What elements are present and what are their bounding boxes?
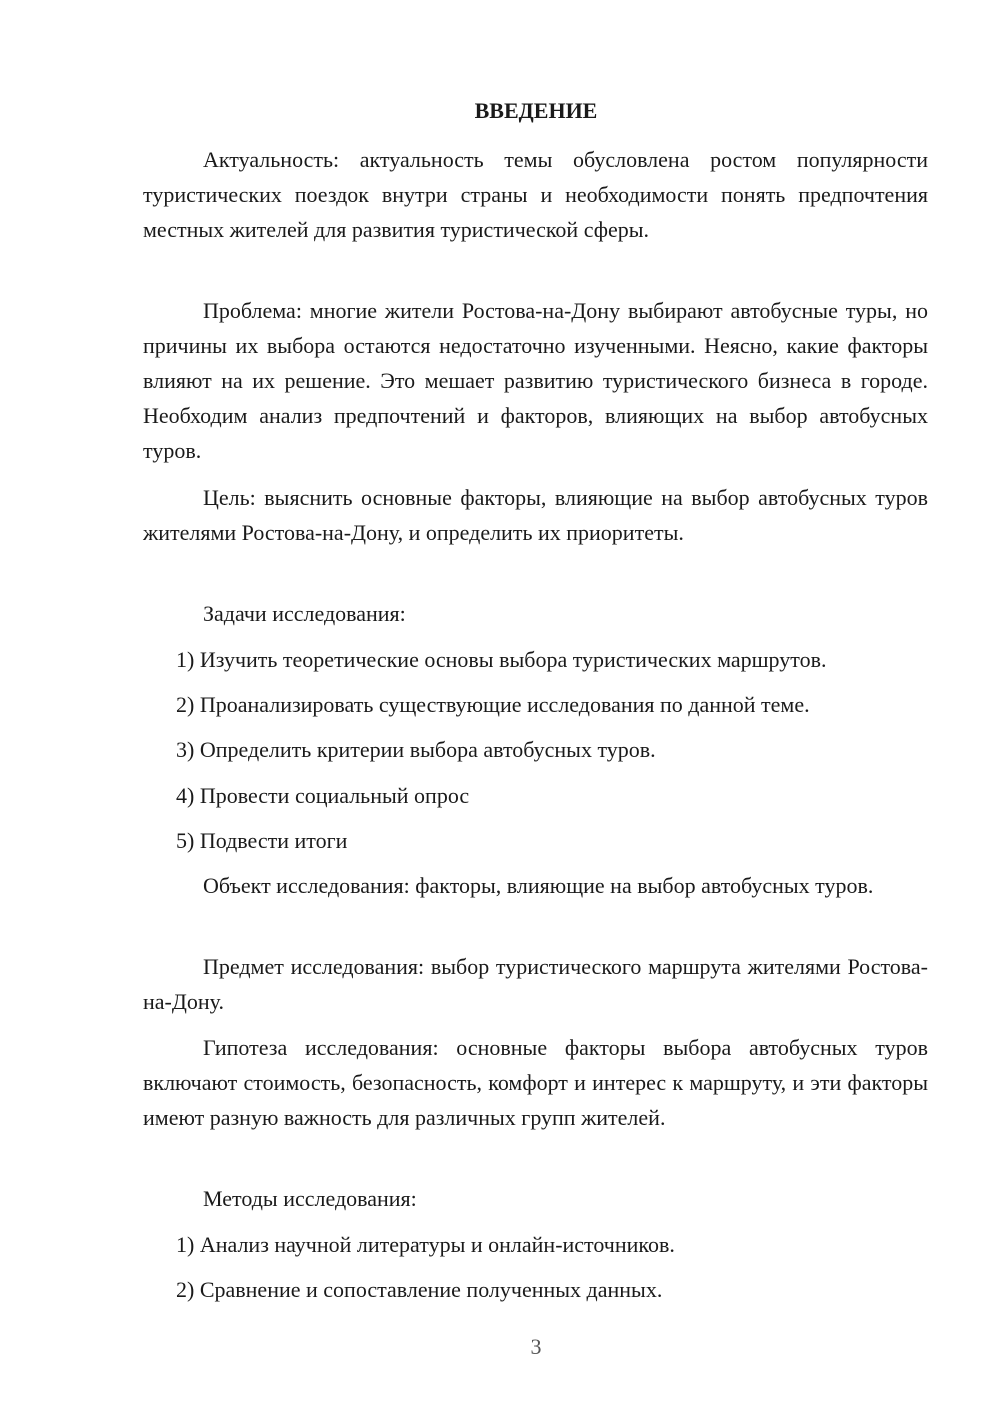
object-paragraph: Объект исследования: факторы, влияющие на выбор автобусных туров. — [203, 873, 874, 898]
hypothesis-paragraph: Гипотеза исследования: основные факторы выбора автобусных туров включают стоимость, безопасность, комфорт и интерес к маршруту, и эти факторы имеют разную важность для различных групп жителей. — [143, 1035, 928, 1130]
task-item: 1) Изучить теоретические основы выбора туристических маршрутов. — [176, 647, 827, 672]
task-item: 3) Определить критерии выбора автобусных туров. — [176, 737, 656, 762]
method-item: 2) Сравнение и сопоставление полученных данных. — [176, 1277, 663, 1302]
task-item: 4) Провести социальный опрос — [176, 783, 470, 808]
goal-paragraph: Цель: выяснить основные факторы, влияющие на выбор автобусных туров жителями Ростова-на-Дону, и определить их приоритеты. — [143, 485, 928, 545]
methods-heading: Методы исследования: — [203, 1186, 417, 1211]
task-item: 2) Проанализировать существующие исследования по данной теме. — [176, 692, 810, 717]
page-title: ВВЕДЕНИЕ — [474, 98, 598, 123]
tasks-heading: Задачи исследования: — [203, 601, 406, 626]
relevance-paragraph: Актуальность: актуальность темы обусловлена ростом популярности туристических поездок внутри страны и необходимости понять предпочтения местных жителей для развития туристической сферы. — [143, 147, 928, 242]
page-number: 3 — [530, 1334, 542, 1359]
method-item: 1) Анализ научной литературы и онлайн-источников. — [176, 1232, 675, 1257]
subject-paragraph: Предмет исследования: выбор туристического маршрута жителями Ростова-на-Дону. — [143, 954, 928, 1014]
problem-paragraph: Проблема: многие жители Ростова-на-Дону выбирают автобусные туры, но причины их выбора остаются недостаточно изученными. Неясно, какие факторы влияют на их решение. Это мешает развитию туристического бизнеса в городе. Необходим анализ предпочтений и факторов, влияющих на выбор автобусных туров. — [143, 298, 928, 463]
task-item: 5) Подвести итоги — [176, 828, 348, 853]
